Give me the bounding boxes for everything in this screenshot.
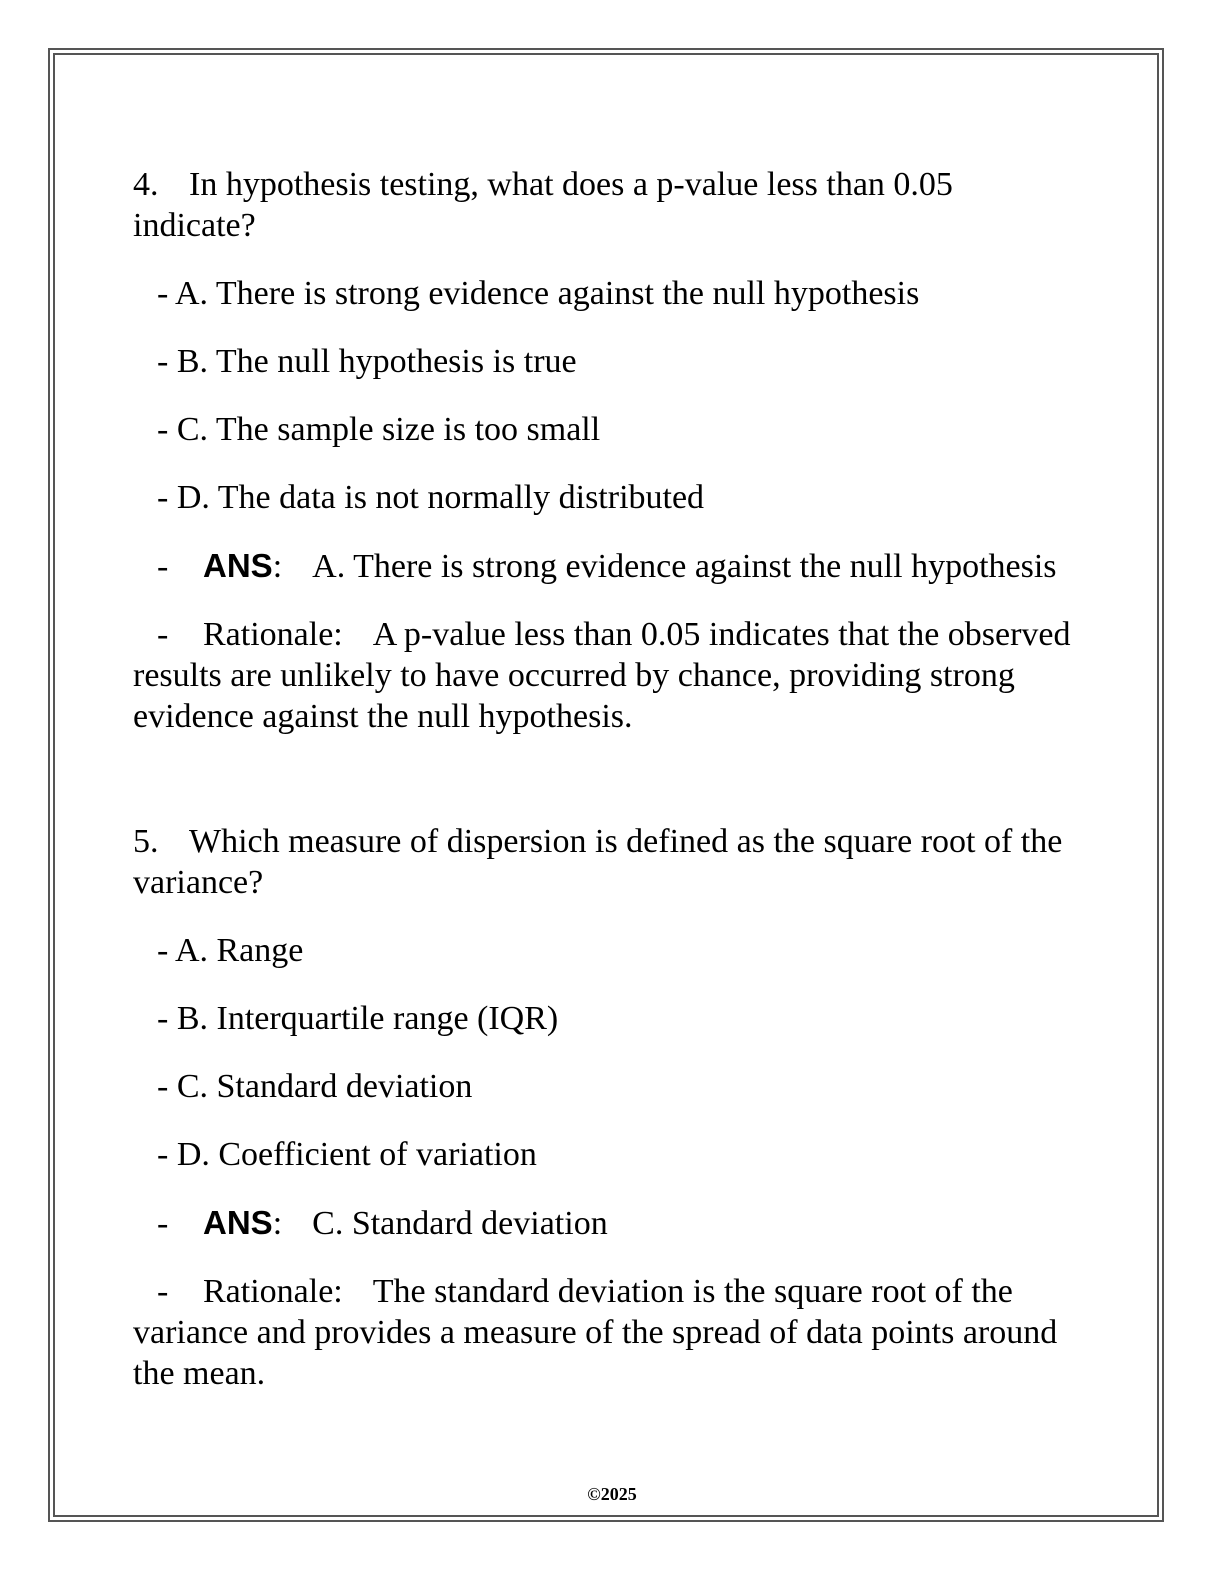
question-number: 5. [133,823,159,860]
question-text: In hypothesis testing, what does a p-value less than 0.05 indicate? [133,166,953,244]
question-list [133,164,1073,1394]
answer-line [133,1202,1073,1244]
question-text: Which measure of dispersion is defined as the square root of the variance? [133,823,1063,901]
question-block [133,164,1073,737]
question-number: 4. [133,166,159,203]
answer-dash: - [157,1205,169,1242]
rationale-label: Rationale: [203,616,343,653]
question-stem [133,821,1073,903]
copyright-footer: ©2025 [587,1484,637,1504]
rationale-dash: - [157,1273,169,1310]
option-a: - A. There is strong evidence against the null hypothesis [157,275,920,312]
rationale-label: Rationale: [203,1273,343,1310]
question-block [133,821,1073,1394]
option-c: - C. Standard deviation [157,1068,473,1105]
option-d: - D. The data is not normally distributed [157,479,705,516]
rationale-text: The standard deviation is the square root of the variance and provides a measure of the spread of data points around the mean. [133,1273,1058,1392]
rationale-line [133,1271,1073,1394]
option-b: - B. The null hypothesis is true [157,343,577,380]
option-d: - D. Coefficient of variation [157,1136,537,1173]
rationale-dash: - [157,616,169,653]
option-c: - C. The sample size is too small [157,411,601,448]
answer-colon: : [272,1205,283,1242]
answer-label: ANS [203,547,273,584]
option-a: - A. Range [157,932,304,969]
answer-text: C. Standard deviation [312,1205,608,1242]
answer-dash: - [157,548,169,585]
question-stem [133,164,1073,246]
answer-colon: : [272,548,283,585]
answer-text: A. There is strong evidence against the null hypothesis [312,548,1057,585]
option-b: - B. Interquartile range (IQR) [157,1000,559,1037]
rationale-line [133,614,1073,737]
answer-line [133,545,1073,587]
answer-label: ANS [203,1204,273,1241]
rationale-text: A p-value less than 0.05 indicates that the observed results are unlikely to have occurred by chance, providing strong evidence against the null hypothesis. [133,616,1071,735]
